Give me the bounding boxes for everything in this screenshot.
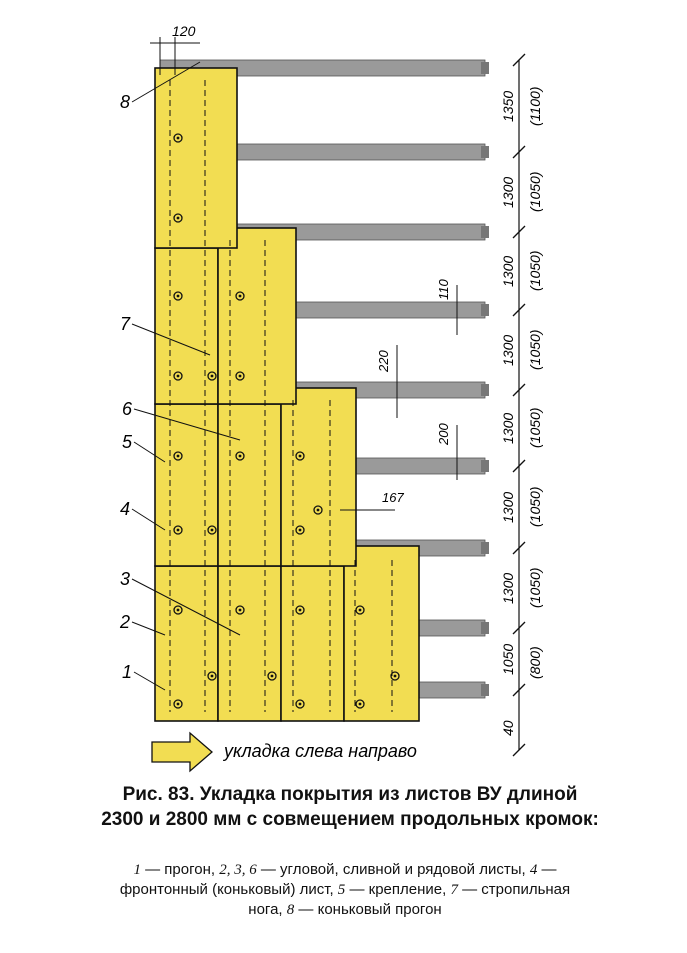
fastener-dot (177, 609, 180, 612)
callout-label: 8 (120, 92, 131, 112)
legend-number: 7 (450, 882, 458, 898)
spacing-label: 1300 (500, 176, 516, 208)
spacing-alt-label: (1050) (527, 171, 543, 212)
fastener-dot (271, 675, 274, 678)
callout-label: 6 (122, 399, 133, 419)
roof-sheet (281, 388, 356, 566)
spacing-alt-label: (800) (527, 646, 543, 679)
purlin-end (481, 684, 489, 696)
fastener-dot (317, 509, 320, 512)
spacing-label: 1300 (500, 334, 516, 366)
callout-label: 7 (120, 314, 131, 334)
callout-label: 5 (122, 432, 133, 452)
roof-sheet (155, 404, 218, 566)
purlin-end (481, 384, 489, 396)
fastener-dot (239, 295, 242, 298)
fastener-dot (299, 609, 302, 612)
roof-sheet (155, 248, 218, 404)
callout-label: 2 (120, 612, 131, 632)
fastener-dot (299, 455, 302, 458)
legend-number: 8 (286, 902, 295, 918)
spacing-alt-label: (1050) (527, 486, 543, 527)
legend-number: 1 (133, 862, 141, 878)
spacing-label: 1050 (500, 643, 516, 675)
legend-text: — угловой, сливной и рядовой листы, (256, 861, 530, 878)
spacing-alt-label: (1050) (527, 567, 543, 608)
legend-text: — коньковый прогон (294, 901, 442, 918)
direction-text: укладка слева направо (224, 741, 417, 761)
purlin-end (481, 146, 489, 158)
callout-label: 3 (120, 569, 131, 589)
purlin-end (481, 62, 489, 74)
figure-caption: Рис. 83. Укладка покрытия из листов ВУ длиной 2300 и 2800 мм с совмещением продольных кромок: (101, 784, 599, 830)
callout-label: 1 (122, 662, 133, 682)
legend-text: — крепление, (345, 881, 451, 898)
fastener-dot (299, 529, 302, 532)
fastener-dot (394, 675, 397, 678)
dim-110-label: 110 (436, 279, 451, 300)
fastener-dot (177, 295, 180, 298)
callout-label: 4 (120, 499, 131, 519)
fastener-dot (211, 375, 214, 378)
spacing-alt-label: (1100) (527, 86, 543, 126)
dimension-labels (500, 87, 543, 736)
fastener-dot (177, 217, 180, 220)
fastener-dot (177, 529, 180, 532)
roof-sheet (155, 566, 218, 721)
fastener-dot (239, 375, 242, 378)
roof-sheet (218, 566, 281, 721)
fastener-dot (239, 609, 242, 612)
roof-sheet (155, 68, 237, 248)
dim-200-label: 200 (436, 423, 451, 445)
legend-text: — фронтонный (коньковый) лист, (119, 861, 557, 898)
fastener-dot (359, 609, 362, 612)
legend-text: — прогон, (140, 861, 220, 878)
legend-number: 2, 3, 6 (219, 862, 257, 878)
spacing-label: 1300 (500, 572, 516, 604)
fastener-dot (299, 703, 302, 706)
purlin-end (481, 622, 489, 634)
purlin-end (481, 542, 489, 554)
fastener-dot (177, 375, 180, 378)
figure-legend (105, 860, 585, 920)
legend-number: 4 (529, 862, 538, 878)
spacing-label: 40 (500, 720, 516, 736)
spacing-label: 1300 (500, 412, 516, 444)
spacing-alt-label: (1050) (527, 407, 543, 448)
spacing-alt-label: (1050) (527, 250, 543, 291)
spacing-alt-label: (1050) (527, 329, 543, 370)
fastener-dot (211, 529, 214, 532)
spacing-label: 1350 (500, 90, 516, 122)
spacing-label: 1300 (500, 491, 516, 523)
roof-sheet (281, 566, 344, 721)
dim-120-label: 120 (172, 23, 196, 39)
direction-arrow-icon (152, 733, 212, 771)
fastener-dot (177, 137, 180, 140)
fastener-dot (177, 703, 180, 706)
legend-text: — стропильная нога, (248, 881, 571, 918)
roof-sheet (218, 404, 281, 566)
spacing-label: 1300 (500, 255, 516, 287)
dim-167-label: 167 (382, 490, 404, 505)
purlin-end (481, 304, 489, 316)
fastener-dot (177, 455, 180, 458)
purlin-end (481, 460, 489, 472)
fastener-dot (359, 703, 362, 706)
legend-number: 5 (337, 882, 346, 898)
purlin-end (481, 226, 489, 238)
fastener-dot (211, 675, 214, 678)
dim-220-label: 220 (376, 350, 391, 372)
fastener-dot (239, 455, 242, 458)
